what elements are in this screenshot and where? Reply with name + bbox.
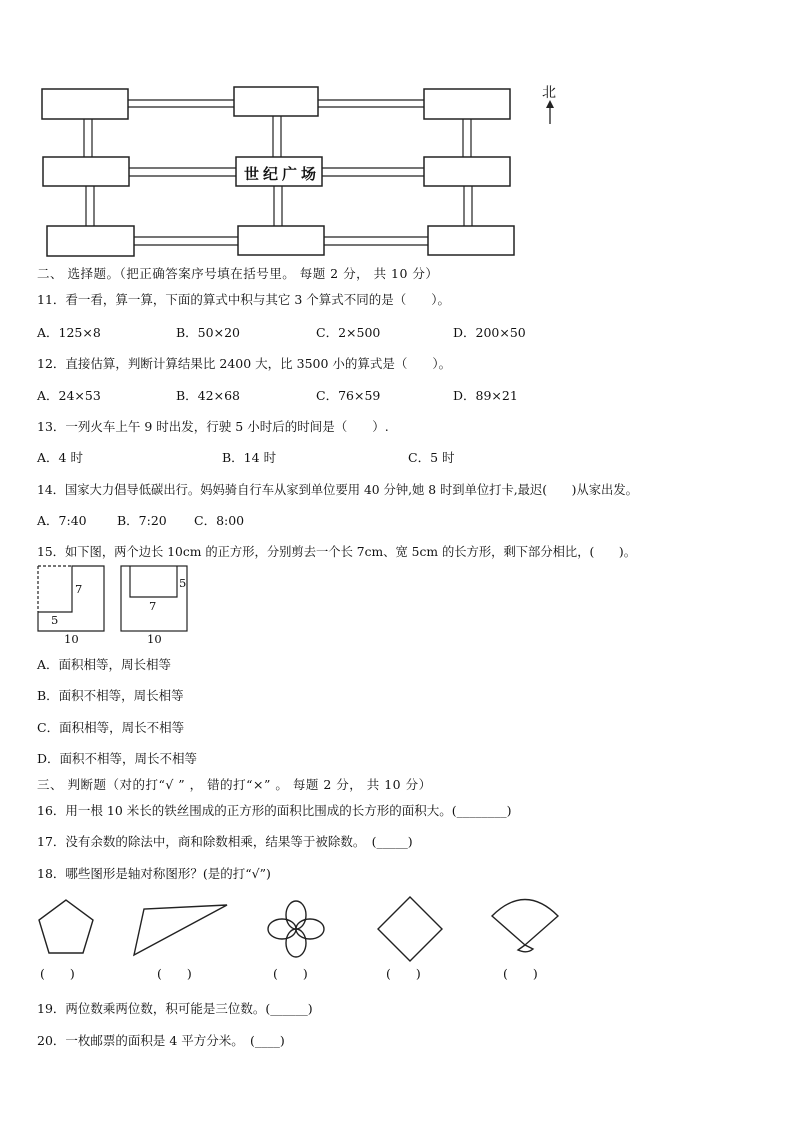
q18-shapes — [0, 890, 600, 960]
q15-fig2-label-5: 5 — [179, 576, 187, 590]
q13-option-a[interactable]: A．4 时 — [37, 450, 83, 465]
fan-shape — [492, 900, 558, 952]
question-12: 12．直接估算，判断计算结果比 2400 大，比 3500 小的算式是（ ）。 — [37, 356, 452, 371]
question-15: 15．如下图，两个边长 10cm 的正方形，分别剪去一个长 7cm、宽 5cm 的长方形，剩下部分相比，( )。 — [37, 545, 637, 559]
q15-figures — [0, 560, 260, 650]
q15-option-a[interactable]: A．面积相等，周长相等 — [37, 657, 172, 672]
triangle-shape — [134, 905, 227, 955]
building-mid-left — [43, 157, 129, 186]
q18-blank-2[interactable]: ( ) — [157, 966, 192, 981]
pentagon-shape — [39, 900, 93, 953]
question-14: 14．国家大力倡导低碳出行。妈妈骑自行车从家到单位要用 40 分钟,她 8 时到单位打卡,最迟( )从家出发。 — [37, 483, 638, 497]
plaza-label: 世纪广场 — [244, 165, 321, 183]
question-18: 18．哪些图形是轴对称图形？(是的打“√”) — [37, 866, 271, 881]
q14-option-a[interactable]: A．7:40 — [37, 513, 87, 528]
q15-figure-1 — [38, 566, 104, 631]
q11-option-c[interactable]: C．2×500 — [316, 325, 381, 340]
building-bottom-left — [47, 226, 134, 256]
q14-option-c[interactable]: C．8:00 — [194, 513, 245, 528]
plaza-map — [0, 0, 794, 270]
q18-blank-5[interactable]: ( ) — [503, 966, 538, 981]
q15-fig2-label-10: 10 — [147, 632, 162, 646]
building-top-middle — [234, 87, 318, 116]
q15-option-d[interactable]: D．面积不相等，周长不相等 — [37, 751, 198, 766]
q18-blank-1[interactable]: ( ) — [40, 966, 75, 981]
q15-fig1-label-10: 10 — [64, 632, 79, 646]
question-11: 11．看一看，算一算，下面的算式中积与其它 3 个算式不同的是（ ）。 — [37, 292, 451, 307]
building-mid-right — [424, 157, 510, 186]
north-arrow-icon — [546, 100, 554, 124]
q15-fig1-label-5: 5 — [51, 613, 59, 627]
q11-option-a[interactable]: A．125×8 — [37, 325, 101, 340]
diamond-shape — [378, 897, 442, 961]
q11-option-b[interactable]: B．50×20 — [176, 325, 240, 340]
section-heading-judge: 三、 判断题（对的打“√ ” ， 错的打“×” 。 每题 2 分， 共 10 分） — [37, 777, 432, 792]
four-leaf-shape — [268, 901, 324, 957]
question-16[interactable]: 16．用一根 10 米长的铁丝围成的正方形的面积比围成的长方形的面积大。(________) — [37, 803, 512, 818]
question-17[interactable]: 17．没有余数的除法中，商和除数相乘，结果等于被除数。 (_____) — [37, 834, 413, 849]
q15-fig2-label-7: 7 — [149, 599, 157, 613]
question-19[interactable]: 19．两位数乘两位数，积可能是三位数。(______) — [37, 1001, 313, 1016]
q13-option-b[interactable]: B．14 时 — [222, 450, 277, 465]
q12-option-b[interactable]: B．42×68 — [176, 388, 240, 403]
q14-option-b[interactable]: B．7:20 — [117, 513, 167, 528]
q15-option-b[interactable]: B．面积不相等，周长相等 — [37, 688, 184, 703]
q18-blank-4[interactable]: ( ) — [386, 966, 421, 981]
building-top-right — [424, 89, 510, 119]
building-bottom-middle — [238, 226, 324, 255]
question-20[interactable]: 20．一枚邮票的面积是 4 平方分米。 (____) — [37, 1033, 285, 1048]
section-heading-choice: 二、 选择题。（把正确答案序号填在括号里。 每题 2 分， 共 10 分） — [37, 266, 439, 281]
q12-option-d[interactable]: D．89×21 — [453, 388, 518, 403]
q18-blank-3[interactable]: ( ) — [273, 966, 308, 981]
q12-option-c[interactable]: C．76×59 — [316, 388, 381, 403]
north-label: 北 — [542, 85, 556, 101]
building-bottom-right — [428, 226, 514, 255]
q15-option-c[interactable]: C．面积相等，周长不相等 — [37, 720, 185, 735]
q13-option-c[interactable]: C．5 时 — [408, 450, 455, 465]
q15-fig1-label-7: 7 — [75, 582, 83, 596]
q11-option-d[interactable]: D．200×50 — [453, 325, 526, 340]
question-13: 13．一列火车上午 9 时出发，行驶 5 小时后的时间是（ ）. — [37, 419, 389, 434]
building-top-left — [42, 89, 128, 119]
q12-option-a[interactable]: A．24×53 — [37, 388, 101, 403]
